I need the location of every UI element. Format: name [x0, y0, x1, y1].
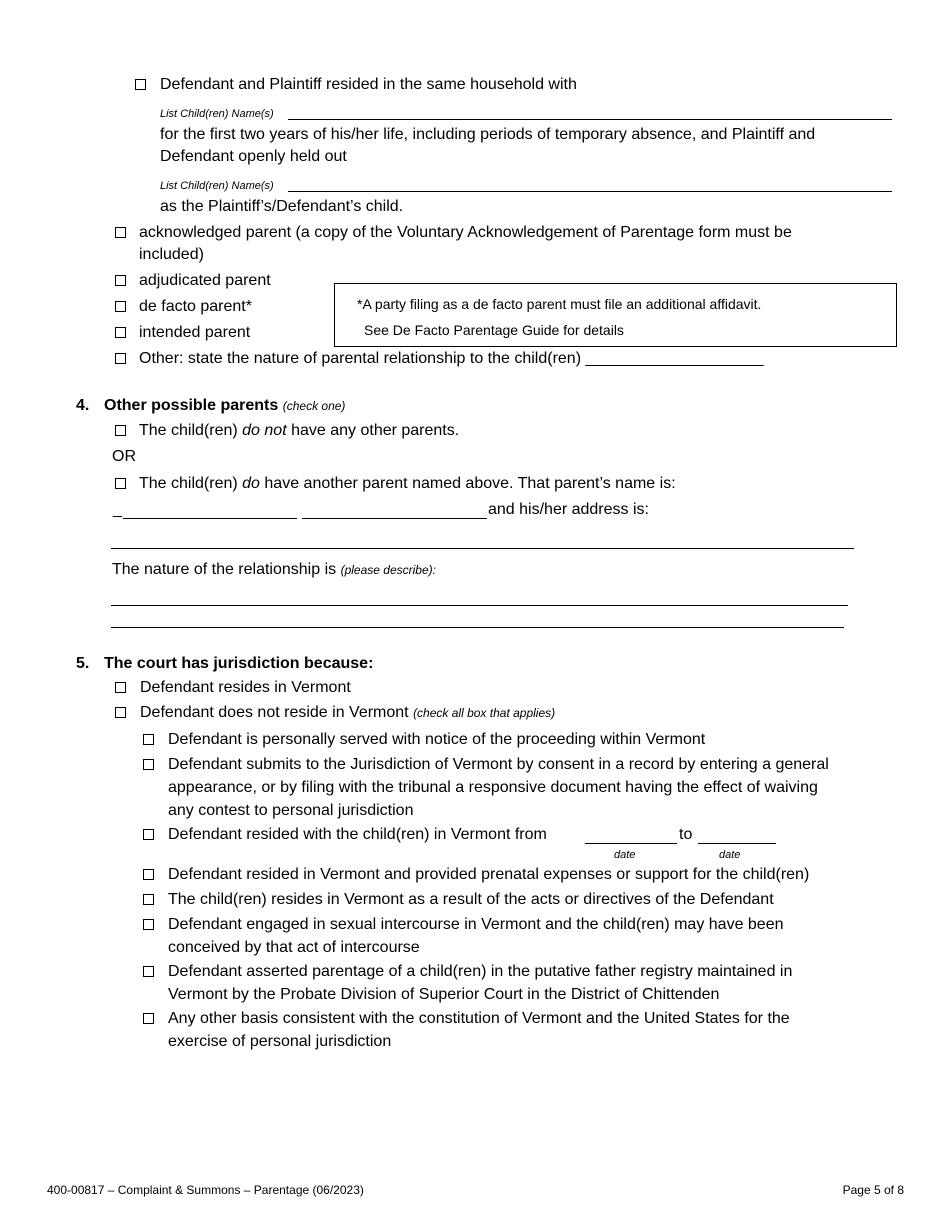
- acknowledged-checkbox[interactable]: [115, 227, 126, 238]
- adjudicated-label: adjudicated parent: [139, 272, 271, 289]
- opt2-pre: The child(ren): [139, 475, 243, 492]
- not-resides-text: Defendant does not reside in Vermont: [140, 704, 414, 721]
- other-relationship-label: Other: state the nature of parental relationship to the child(ren) ____________________: [139, 350, 764, 367]
- section-5-title: The court has jurisdiction because:: [104, 655, 374, 672]
- resided-with-child-checkbox[interactable]: [143, 829, 154, 840]
- adjudicated-checkbox[interactable]: [115, 275, 126, 286]
- opt1-post: have any other parents.: [286, 422, 460, 439]
- other-basis-checkbox[interactable]: [143, 1013, 154, 1024]
- child-names-field-1[interactable]: [288, 119, 892, 120]
- de-facto-note-box: [334, 283, 897, 347]
- served-label: Defendant is personally served with notice of the proceeding within Vermont: [168, 731, 706, 748]
- footer-form-id: 400-00817 – Complaint & Summons – Parentage (06/2023): [47, 1183, 364, 1197]
- list-child-names-label: List Child(ren) Name(s): [160, 108, 274, 120]
- parent-name-prefix: _: [113, 501, 122, 518]
- or-label: OR: [112, 448, 136, 465]
- intercourse-label-1: Defendant engaged in sexual intercourse in Vermont and the child(ren) may have been: [168, 916, 784, 933]
- de-facto-label: de facto parent*: [139, 298, 252, 315]
- acknowledged-label-2: included): [139, 246, 204, 263]
- nature-field-2[interactable]: [111, 627, 844, 628]
- opt2-post: have another parent named above. That parent’s name is:: [259, 475, 676, 492]
- resided-from-date-field[interactable]: [585, 843, 677, 844]
- address-label: and his/her address is:: [488, 501, 649, 518]
- household-text-2: Defendant openly held out: [160, 148, 347, 165]
- defendant-resides-label: Defendant resides in Vermont: [140, 679, 351, 696]
- other-basis-label-1: Any other basis consistent with the constitution of Vermont and the United States for the: [168, 1010, 790, 1027]
- acknowledged-label-1: acknowledged parent (a copy of the Voluntary Acknowledgement of Parentage form must be: [139, 224, 792, 241]
- date-caption-from: date: [614, 849, 636, 861]
- section-4-number: 4.: [76, 397, 90, 414]
- registry-checkbox[interactable]: [143, 966, 154, 977]
- intended-checkbox[interactable]: [115, 327, 126, 338]
- parent-address-field[interactable]: [111, 548, 854, 549]
- no-other-parents-checkbox[interactable]: [115, 425, 126, 436]
- footer-page-number: Page 5 of 8: [842, 1183, 904, 1197]
- section-4-hint: (check one): [282, 399, 346, 413]
- opt1-pre: The child(ren): [139, 422, 243, 439]
- prenatal-label: Defendant resided in Vermont and provided prenatal expenses or support for the child(ren): [168, 866, 810, 883]
- resided-to-label: to: [679, 826, 693, 843]
- de-facto-note-1: *A party filing as a de facto parent must file an additional affidavit.: [357, 296, 762, 312]
- section-4-title: Other possible parents: [104, 397, 279, 414]
- date-caption-to: date: [719, 849, 741, 861]
- resided-to-date-field[interactable]: [698, 843, 776, 844]
- submits-label-2: appearance, or by filing with the tribunal a responsive document having the effect of waiving: [168, 779, 818, 796]
- nature-field-1[interactable]: [111, 605, 848, 606]
- acts-label: The child(ren) resides in Vermont as a result of the acts or directives of the Defendant: [168, 891, 774, 908]
- other-basis-label-2: exercise of personal jurisdiction: [168, 1033, 392, 1050]
- resided-from-label: Defendant resided with the child(ren) in Vermont from: [168, 826, 547, 843]
- intercourse-checkbox[interactable]: [143, 919, 154, 930]
- de-facto-checkbox[interactable]: [115, 301, 126, 312]
- de-facto-note-2: See De Facto Parentage Guide for details: [364, 322, 624, 338]
- defendant-not-resides-checkbox[interactable]: [115, 707, 126, 718]
- intended-label: intended parent: [139, 324, 251, 341]
- acts-checkbox[interactable]: [143, 894, 154, 905]
- nature-label: [112, 560, 436, 580]
- household-text-1: for the first two years of his/her life, including periods of temporary absence, and Plaintiff and: [160, 126, 816, 143]
- household-checkbox[interactable]: [135, 79, 146, 90]
- registry-label-2: Vermont by the Probate Division of Superior Court in the District of Chittenden: [168, 986, 720, 1003]
- defendant-resides-checkbox[interactable]: [115, 682, 126, 693]
- parent-name-field-a[interactable]: [123, 518, 297, 519]
- nature-label-text: The nature of the relationship is: [112, 561, 341, 578]
- opt1-em: do not: [242, 422, 287, 439]
- other-parent-checkbox[interactable]: [115, 478, 126, 489]
- registry-label-1: Defendant asserted parentage of a child(ren) in the putative father registry maintained in: [168, 963, 793, 980]
- opt2-em: do: [242, 475, 260, 492]
- parent-name-field-b[interactable]: [302, 518, 487, 519]
- defendant-not-resides-label: [140, 703, 555, 723]
- child-names-field-2[interactable]: [288, 191, 892, 192]
- list-child-names-label-2: List Child(ren) Name(s): [160, 180, 274, 192]
- submits-checkbox[interactable]: [143, 759, 154, 770]
- nature-hint: (please describe):: [340, 563, 436, 577]
- served-checkbox[interactable]: [143, 734, 154, 745]
- household-text-3: as the Plaintiff’s/Defendant’s child.: [160, 198, 404, 215]
- not-resides-hint: (check all box that applies): [413, 706, 556, 720]
- section-4-heading: [104, 396, 345, 416]
- prenatal-checkbox[interactable]: [143, 869, 154, 880]
- other-relationship-checkbox[interactable]: [115, 353, 126, 364]
- intercourse-label-2: conceived by that act of intercourse: [168, 939, 420, 956]
- no-other-parents-label: [139, 421, 459, 441]
- submits-label-1: Defendant submits to the Jurisdiction of Vermont by consent in a record by entering a general: [168, 756, 829, 773]
- household-option-label: Defendant and Plaintiff resided in the same household with: [160, 76, 577, 93]
- other-parent-label: [139, 474, 676, 494]
- submits-label-3: any contest to personal jurisdiction: [168, 802, 414, 819]
- section-5-number: 5.: [76, 655, 90, 672]
